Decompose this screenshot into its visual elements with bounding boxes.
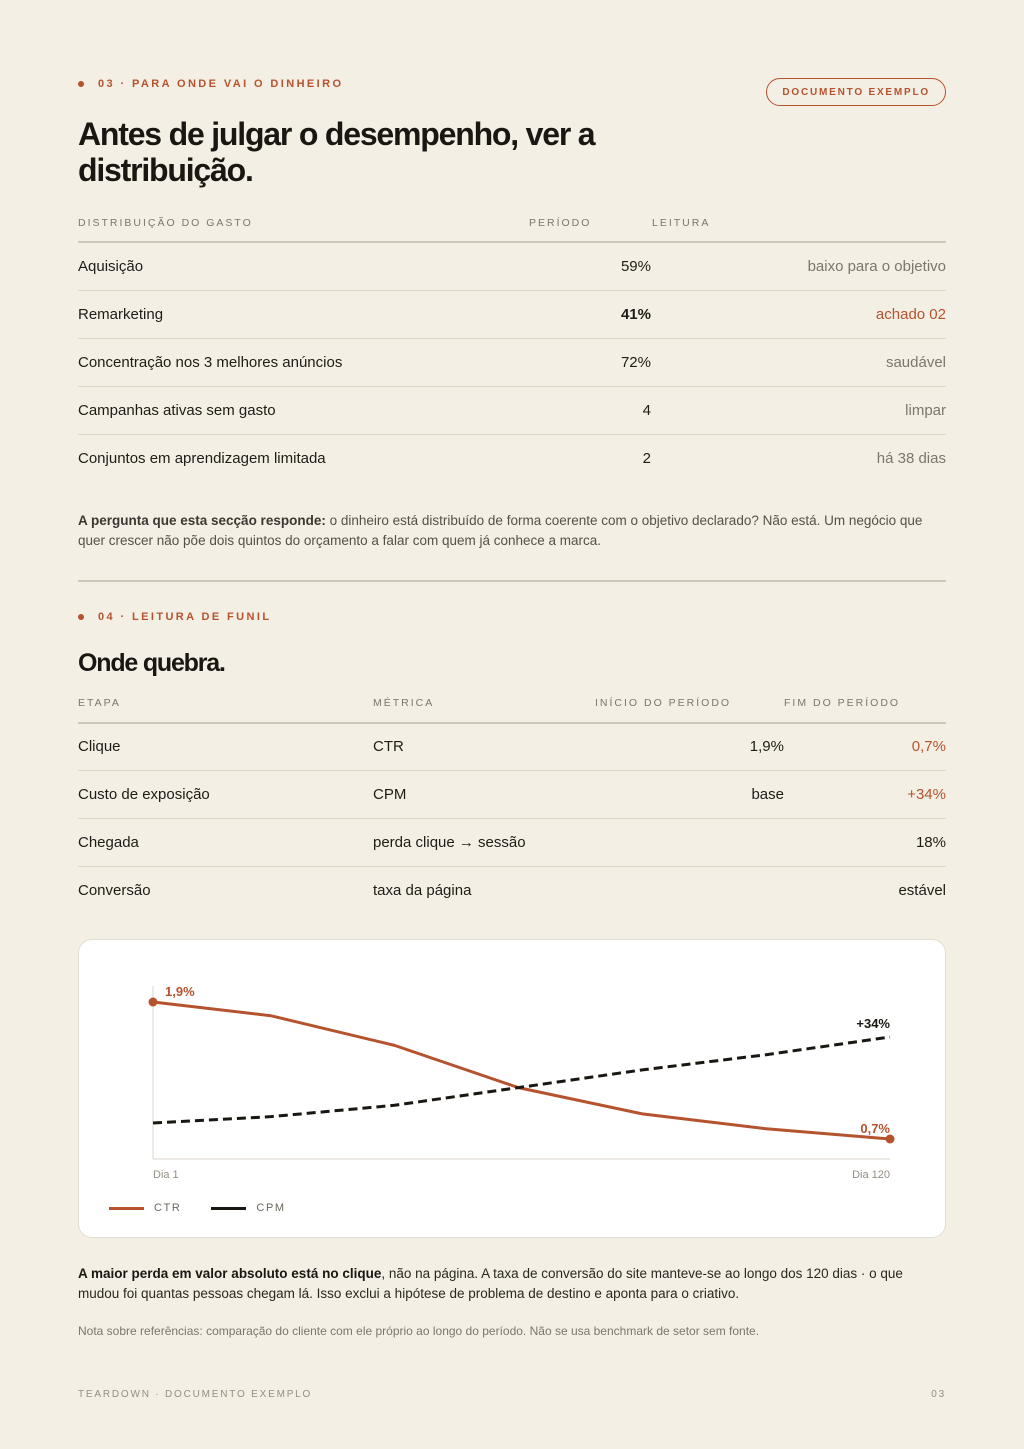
legend-item-ctr (109, 1202, 181, 1214)
data-point-start-ctr (149, 998, 158, 1007)
data-label-end-ctr: 0,7% (860, 1121, 890, 1136)
stage-cell: Chegada (78, 834, 139, 851)
question-text: o dinheiro está distribuído de forma coerente com o objetivo declarado? Não está. Um negócio que quer crescer não põe dois quintos do orçamento a falar com quem já conhece a marca. (78, 513, 923, 548)
start-cell: 1,9% (749, 738, 784, 755)
end-cell: 18% (915, 834, 946, 851)
series-line-cpm (153, 1037, 890, 1123)
column-header-metric: MÉTRICA (373, 697, 435, 709)
page (78, 0, 946, 1449)
metric-cell: perda clique → sessão (373, 834, 526, 851)
column-header-start: INÍCIO DO PERÍODO (595, 697, 732, 709)
row-label: Conjuntos em aprendizagem limitada (78, 450, 326, 467)
conclusion-paragraph (78, 1264, 946, 1304)
row-reading: há 38 dias (876, 450, 946, 467)
conclusion-lead: A maior perda em valor absoluto está no clique (78, 1266, 382, 1281)
series-line-ctr (153, 1002, 890, 1139)
end-cell: +34% (907, 786, 946, 803)
document-badge: DOCUMENTO EXEMPLO (766, 78, 946, 106)
row-label: Campanhas ativas sem gasto (78, 402, 276, 419)
row-label: Aquisição (78, 258, 144, 275)
section-question (78, 511, 946, 551)
end-cell: estável (898, 882, 946, 899)
line-chart (79, 940, 947, 1239)
start-cell: base (751, 786, 784, 803)
row-label: Concentração nos 3 melhores anúncios (78, 354, 343, 371)
metric-cell: CTR (373, 738, 404, 755)
section-divider (78, 580, 946, 582)
chart-card (78, 939, 946, 1238)
row-value: 59% (620, 258, 651, 275)
column-header-distribution: DISTRIBUIÇÃO DO GASTO (78, 217, 253, 229)
row-value: 41% (620, 306, 651, 323)
table-row (78, 771, 946, 819)
bullet-dot-icon (78, 81, 84, 87)
section-title: Onde quebra. (78, 649, 225, 677)
section-eyebrow (78, 78, 343, 90)
chart-legend (109, 1202, 316, 1214)
column-header-stage: ETAPA (78, 697, 121, 709)
row-label: Remarketing (78, 306, 164, 323)
stage-cell: Custo de exposição (78, 786, 210, 803)
conclusion-text: , não na página. A taxa de conversão do site manteve-se ao longo dos 120 dias · o que mudou foi quantas pessoas chegam lá. Isso exclui a hipótese de problema de destino e aponta para o criativo. (78, 1266, 903, 1301)
data-label-start-ctr: 1,9% (165, 984, 195, 999)
table-row (78, 387, 946, 435)
row-reading: limpar (905, 402, 946, 419)
metric-cell: taxa da página (373, 882, 472, 899)
section-title: Antes de julgar o desempenho, ver a distribuição. (78, 116, 595, 188)
column-header-end: FIM DO PERÍODO (784, 697, 901, 709)
end-cell: 0,7% (911, 738, 946, 755)
table-row (78, 723, 946, 771)
legend-label-cpm: CPM (256, 1202, 286, 1214)
table-row (78, 339, 946, 387)
legend-swatch-ctr (109, 1207, 144, 1210)
row-value: 4 (642, 402, 651, 419)
footer-title: TEARDOWN · DOCUMENTO EXEMPLO (78, 1389, 313, 1400)
x-tick-label: Dia 1 (153, 1169, 179, 1181)
row-reading: saudável (885, 354, 946, 371)
row-value: 72% (620, 354, 651, 371)
legend-label-ctr: CTR (154, 1202, 182, 1214)
legend-item-cpm (211, 1202, 285, 1214)
reference-note: Nota sobre referências: comparação do cliente com ele próprio ao longo do período. Não se usa benchmark de setor sem fonte. (78, 1324, 760, 1338)
table-row (78, 243, 946, 291)
table-row (78, 291, 946, 339)
stage-cell: Conversão (78, 882, 151, 899)
metric-cell: CPM (373, 786, 407, 803)
eyebrow-text: 03 · PARA ONDE VAI O DINHEIRO (98, 78, 344, 90)
page-number: 03 (931, 1389, 946, 1400)
row-reading: baixo para o objetivo (807, 258, 946, 275)
bullet-dot-icon (78, 614, 84, 620)
row-value: 2 (642, 450, 651, 467)
stage-cell: Clique (78, 738, 121, 755)
table-row (78, 867, 946, 915)
table-row (78, 435, 946, 483)
row-reading: achado 02 (875, 306, 946, 323)
x-tick-label: Dia 120 (852, 1169, 890, 1181)
data-label-end-cpm: +34% (856, 1016, 890, 1031)
question-lead: A pergunta que esta secção responde: (78, 513, 326, 528)
column-header-period: PERÍODO (529, 217, 592, 229)
column-header-reading: LEITURA (652, 217, 711, 229)
section-eyebrow (78, 611, 271, 623)
legend-swatch-cpm (211, 1207, 246, 1210)
table-row (78, 819, 946, 867)
eyebrow-text: 04 · LEITURA DE FUNIL (98, 611, 272, 623)
